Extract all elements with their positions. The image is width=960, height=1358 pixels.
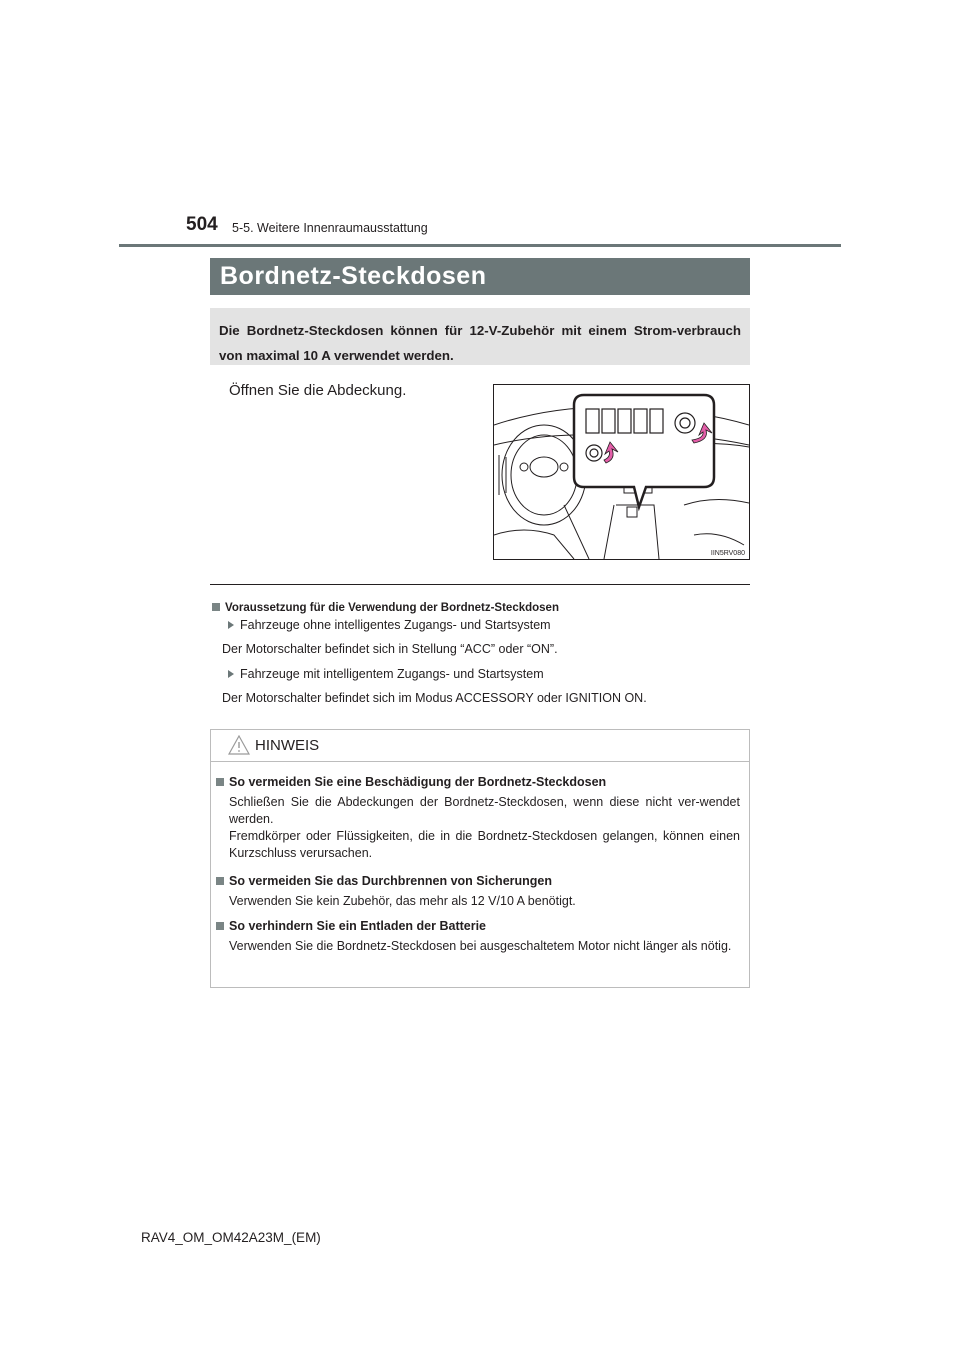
square-bullet-icon bbox=[212, 603, 220, 611]
notice-item-heading: So vermeiden Sie eine Beschädigung der Bordnetz-Steckdosen bbox=[229, 775, 607, 789]
conditions-heading-text: Voraussetzung für die Verwendung der Bordnetz-Steckdosen bbox=[225, 602, 559, 614]
dashboard-drawing bbox=[494, 385, 749, 559]
condition-label-1 bbox=[228, 618, 551, 632]
figure-id: IIN5RV080 bbox=[710, 550, 745, 557]
notice-item-heading: So verhindern Sie ein Entladen der Batterie bbox=[229, 919, 487, 933]
notice-header bbox=[211, 730, 749, 762]
intro-text: Die Bordnetz-Steckdosen können für 12-V-Zubehör mit einem Strom-verbrauch von maximal 10 A verwendet werden. bbox=[219, 323, 741, 363]
notice-title: HINWEIS bbox=[255, 737, 320, 754]
triangle-bullet-icon bbox=[228, 670, 234, 678]
page-number: 504 bbox=[186, 214, 218, 235]
notice-item-text: Fremdkörper oder Flüssigkeiten, die in die Bordnetz-Steckdosen gelangen, können einen Kurzschluss verursachen. bbox=[229, 829, 740, 860]
condition-label-2 bbox=[228, 667, 544, 681]
title-bar bbox=[210, 258, 750, 295]
step-instruction: Öffnen Sie die Abdeckung. bbox=[229, 382, 407, 399]
header-rule bbox=[119, 244, 841, 247]
condition-text-2: Der Motorschalter befindet sich im Modus ACCESSORY oder IGNITION ON. bbox=[222, 691, 647, 705]
page-title: Bordnetz-Steckdosen bbox=[220, 262, 487, 290]
section-rule bbox=[210, 584, 750, 585]
notice-box bbox=[210, 729, 750, 988]
conditions-heading bbox=[212, 598, 559, 616]
square-bullet-icon bbox=[216, 778, 224, 786]
notice-item-heading: So vermeiden Sie das Durchbrennen von Sicherungen bbox=[229, 874, 552, 888]
triangle-bullet-icon bbox=[228, 621, 234, 629]
condition-label-text: Fahrzeuge mit intelligentem Zugangs- und Startsystem bbox=[240, 667, 544, 681]
condition-text-1: Der Motorschalter befindet sich in Stellung “ACC” oder “ON”. bbox=[222, 642, 558, 656]
notice-item bbox=[216, 872, 740, 910]
footer-doc-code: RAV4_OM_OM42A23M_(EM) bbox=[141, 1230, 321, 1245]
section-label: 5-5. Weitere Innenraumausstattung bbox=[232, 221, 428, 235]
square-bullet-icon bbox=[216, 877, 224, 885]
warning-triangle-icon bbox=[228, 735, 250, 755]
notice-item-text: Schließen Sie die Abdeckungen der Bordnetz-Steckdosen, wenn diese nicht ver-wendet werden. bbox=[229, 795, 740, 826]
notice-item-text: Verwenden Sie kein Zubehör, das mehr als 12 V/10 A benötigt. bbox=[229, 894, 576, 908]
notice-item-text: Verwenden Sie die Bordnetz-Steckdosen bei ausgeschaltetem Motor nicht länger als nötig. bbox=[229, 939, 732, 953]
square-bullet-icon bbox=[216, 922, 224, 930]
socket-illustration bbox=[493, 384, 750, 560]
notice-item bbox=[216, 773, 740, 862]
notice-item bbox=[216, 917, 740, 955]
intro-box bbox=[210, 308, 750, 365]
condition-label-text: Fahrzeuge ohne intelligentes Zugangs- und Startsystem bbox=[240, 618, 551, 632]
